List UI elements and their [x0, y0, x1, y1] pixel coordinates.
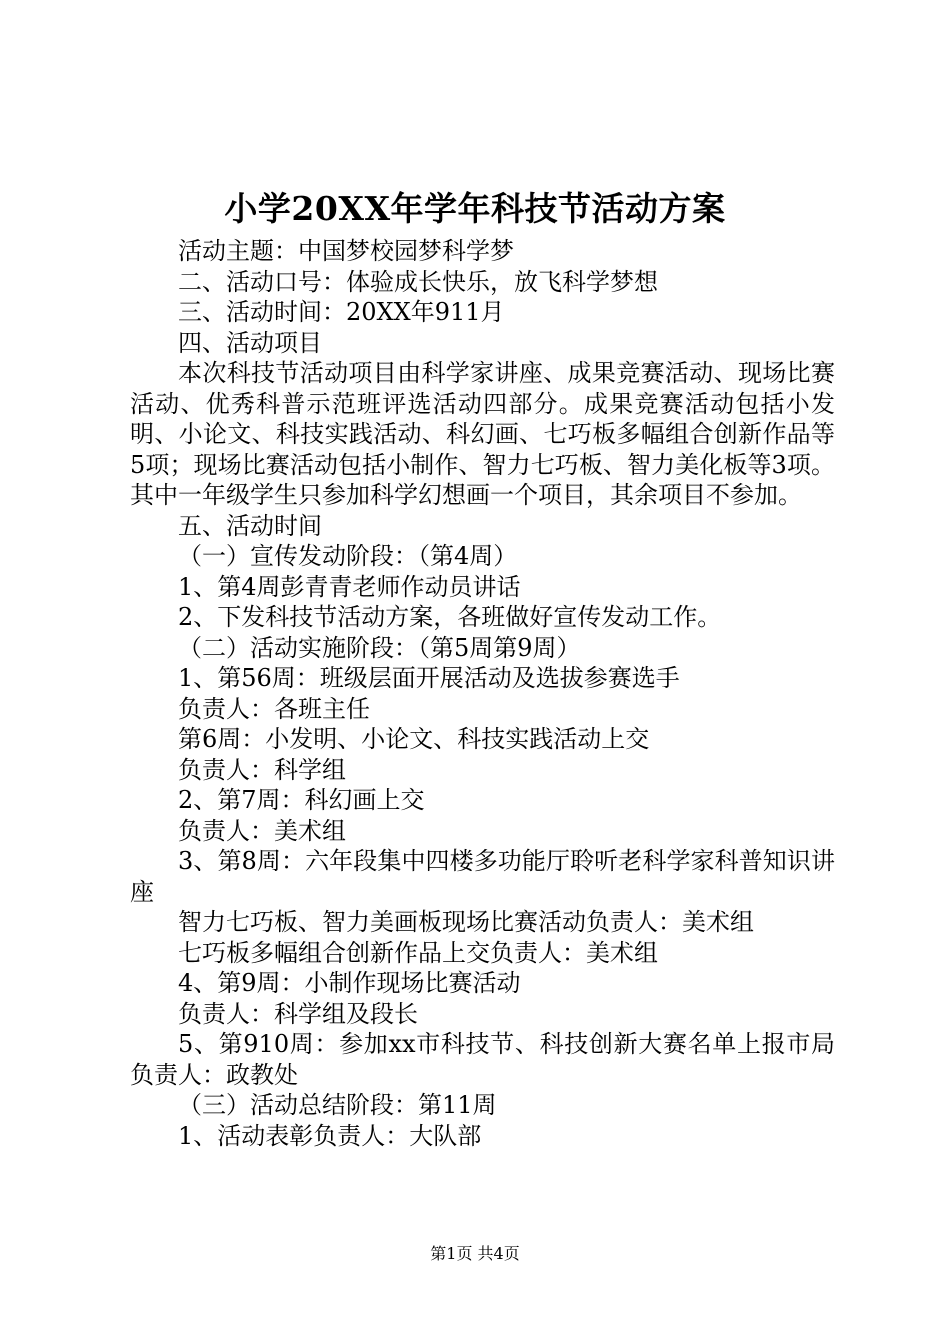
body-line: 1、活动表彰负责人：大队部: [178, 1121, 482, 1150]
body-line: 负责人：各班主任: [178, 694, 370, 723]
body-line: 2、下发科技节活动方案，各班做好宣传发动工作。: [178, 603, 722, 631]
body-line: 2、第7周：科幻画上交: [178, 786, 425, 814]
page-footer: 第1页 共4页: [430, 1244, 520, 1263]
body-line: 负责人：科学组: [178, 755, 346, 784]
document-title: 小学20XX年学年科技节活动方案: [224, 189, 726, 228]
body-line: 1、第4周彭青青老师作动员讲话: [178, 572, 521, 601]
body-line: 五、活动时间: [178, 511, 322, 540]
body-paragraph: 3、第8周：六年段集中四楼多功能厅聆听老科学家科普知识讲座: [130, 847, 835, 906]
body-line: 负责人：科学组及段长: [178, 999, 418, 1028]
body-line: 三、活动时间：20XX年911月: [178, 298, 505, 326]
body-line: 1、第56周：班级层面开展活动及选拔参赛选手: [178, 664, 680, 692]
body-line: （二）活动实施阶段：（第5周第9周）: [178, 633, 581, 662]
body-line: 4、第9周：小制作现场比赛活动: [178, 969, 521, 997]
body-line: 负责人：美术组: [178, 816, 346, 845]
document-body: [130, 236, 835, 1151]
body-paragraph: 5、第910周：参加xx市科技节、科技创新大赛名单上报市局负责人：政教处: [130, 1030, 835, 1089]
body-line: 智力七巧板、智力美画板现场比赛活动负责人：美术组: [178, 908, 754, 936]
body-line: （三）活动总结阶段：第11周: [178, 1091, 497, 1119]
body-line: 七巧板多幅组合创新作品上交负责人：美术组: [178, 938, 658, 967]
body-paragraph: 本次科技节活动项目由科学家讲座、成果竞赛活动、现场比赛活动、优秀科普示范班评选活动四部分。成果竞赛活动包括小发明、小论文、科技实践活动、科幻画、七巧板多幅组合创新作品等5项；现场比赛活动包括小制作、智力七巧板、智力美化板等3项。其中一年级学生只参加科学幻想画一个项目，其余项目不参加。: [130, 359, 835, 509]
body-line: 第6周：小发明、小论文、科技实践活动上交: [178, 725, 650, 753]
body-line: （一）宣传发动阶段：（第4周）: [178, 542, 518, 570]
body-line: 活动主题：中国梦校园梦科学梦: [178, 237, 514, 265]
body-line: 四、活动项目: [178, 328, 322, 357]
body-line: 二、活动口号：体验成长快乐，放飞科学梦想: [178, 267, 658, 296]
